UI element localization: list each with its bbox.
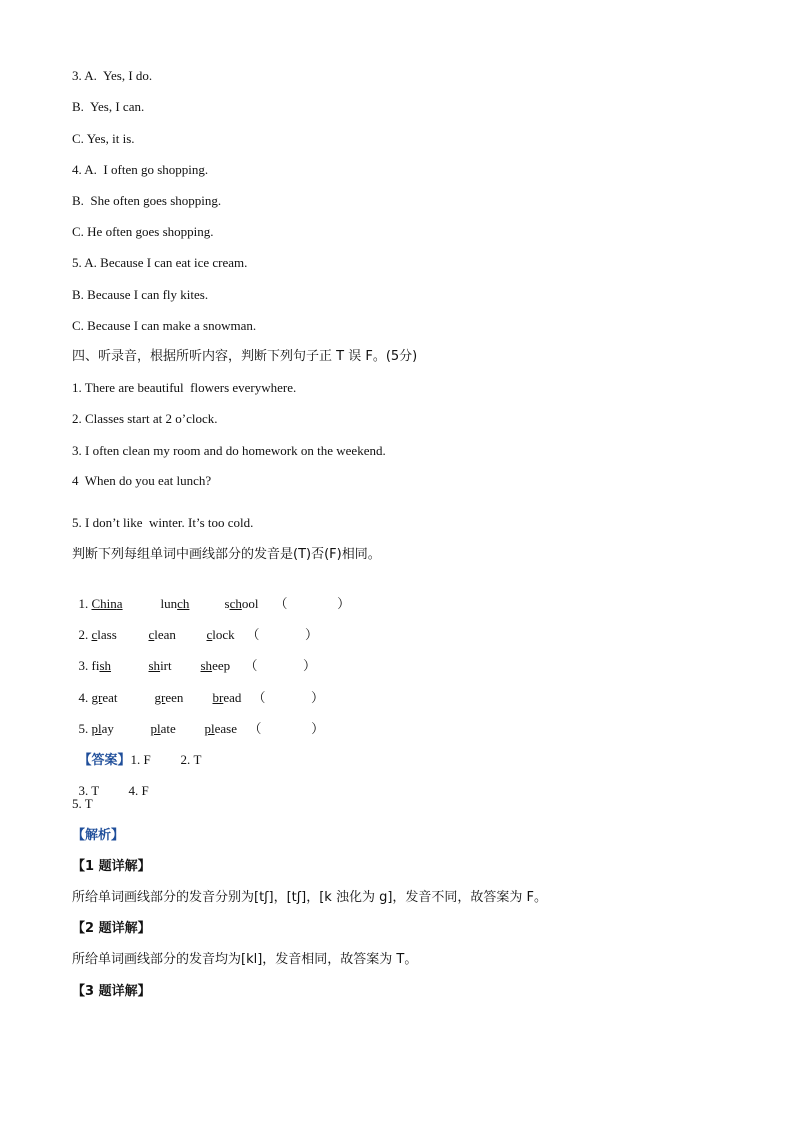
option-3a: 3. A. Yes, I do. (72, 68, 153, 83)
answer-blank[interactable]: （ ） (274, 597, 351, 612)
detail-1-text: 所给单词画线部分的发音分别为[tʃ]，[tʃ]，[k 浊化为 g]，发音不同，故答案为 F。 (72, 890, 548, 905)
answer-blank[interactable]: （ ） (252, 691, 324, 706)
phonics-word: 2. class (78, 627, 117, 642)
answer-line-3: 5. T (72, 796, 93, 811)
answer-blank[interactable]: （ ） (248, 722, 325, 737)
phonics-word: bread (212, 690, 242, 705)
phonics-word: lunch (160, 596, 190, 611)
option-3b: B. Yes, I can. (72, 99, 145, 114)
option-4c: C. He often goes shopping. (72, 224, 214, 239)
detail-2-head: 【2 题详解】 (72, 921, 151, 936)
section4-item-4: 4 When do you eat lunch? (72, 473, 212, 488)
phonics-word: please (204, 721, 237, 736)
answer-blank[interactable]: （ ） (244, 659, 316, 674)
answer-value: 1. F (130, 752, 151, 767)
option-5c: C. Because I can make a snowman. (72, 318, 257, 333)
option-3c: C. Yes, it is. (72, 131, 135, 146)
section4-item-2: 2. Classes start at 2 o’clock. (72, 411, 218, 426)
section4-item-3: 3. I often clean my room and do homework on the weekend. (72, 443, 386, 458)
answer-value: 4. F (128, 783, 149, 798)
answer-value: 3. T (78, 783, 100, 798)
section4-item-1: 1. There are beautiful flowers everywhere. (72, 380, 297, 395)
phonics-word: 4. great (78, 690, 118, 705)
phonics-word: plate (150, 721, 176, 736)
answer-blank[interactable]: （ ） (246, 628, 318, 643)
phonics-word: shirt (148, 658, 172, 673)
phonics-word: green (154, 690, 184, 705)
detail-2-text: 所给单词画线部分的发音均为[kl]，发音相同，故答案为 T。 (72, 952, 418, 967)
phonics-title: 判断下列每组单词中画线部分的发音是(T)否(F)相同。 (72, 547, 381, 562)
answer-value: 2. T (180, 752, 202, 767)
phonics-word: clock (206, 627, 235, 642)
phonics-word: 3. fish (78, 658, 112, 673)
phonics-word: clean (148, 627, 176, 642)
phonics-word: 5. play (78, 721, 114, 736)
phonics-word: school (224, 596, 259, 611)
phonics-word: sheep (200, 658, 231, 673)
option-5b: B. Because I can fly kites. (72, 287, 209, 302)
option-4a: 4. A. I often go shopping. (72, 162, 209, 177)
analysis-label: 【解析】 (72, 828, 125, 843)
phonics-word: 1. China (78, 596, 123, 611)
answer-label: 【答案】 (78, 753, 131, 768)
detail-3-head: 【3 题详解】 (72, 984, 151, 999)
section4-title: 四、听录音，根据所听内容，判断下列句子正 T 误 F。(5分) (72, 349, 418, 364)
option-5a: 5. A. Because I can eat ice cream. (72, 255, 248, 270)
section4-item-5: 5. I don’t like winter. It’s too cold. (72, 515, 254, 530)
detail-1-head: 【1 题详解】 (72, 859, 151, 874)
option-4b: B. She often goes shopping. (72, 193, 222, 208)
